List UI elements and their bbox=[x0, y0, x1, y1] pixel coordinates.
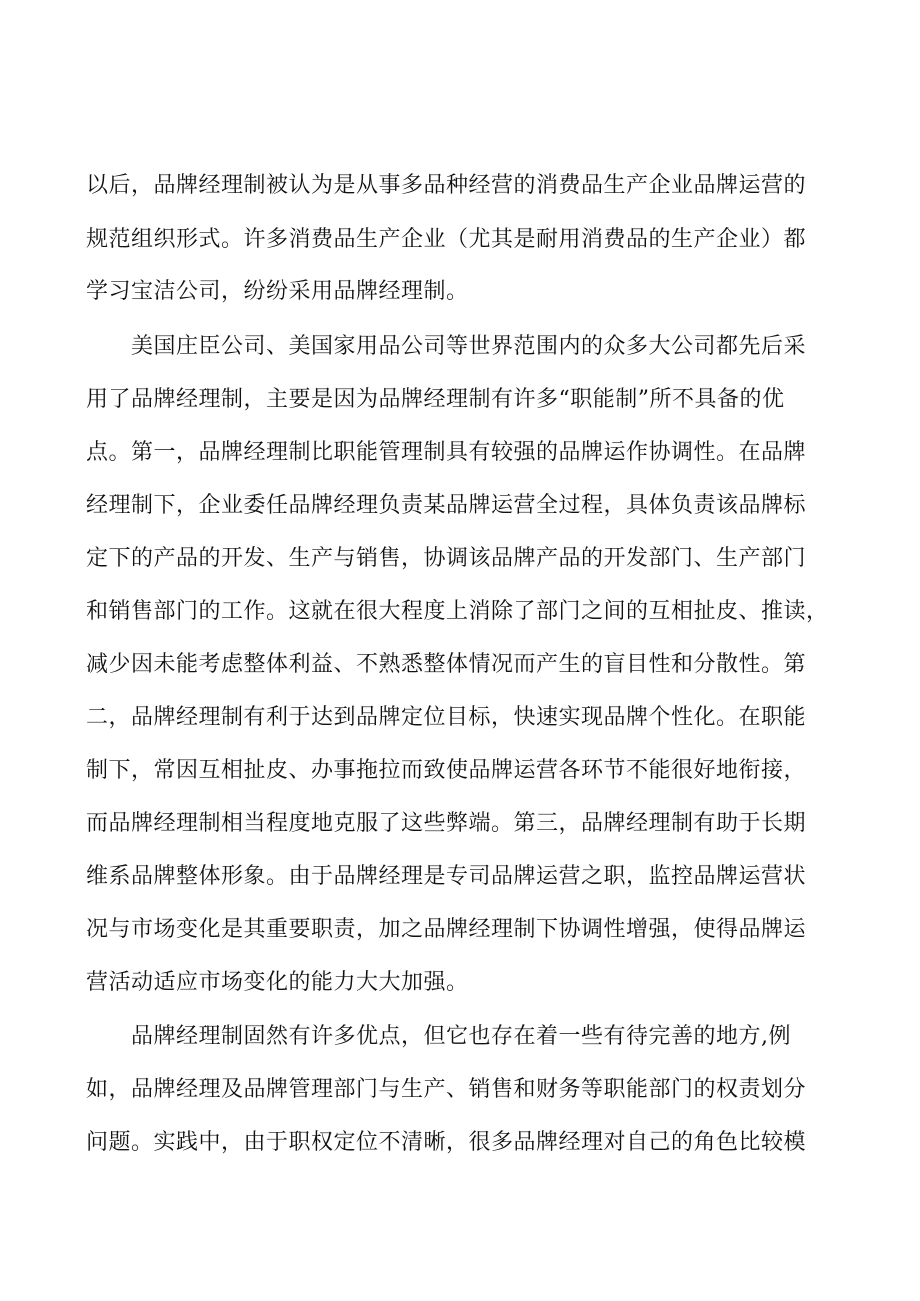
text-line: 规范组织形式。许多消费品生产企业（尤其是耐用消费品的生产企业）都 bbox=[86, 227, 807, 252]
text-line: 定下的产品的开发、生产与销售，协调该品牌产品的开发部门、生产部门 bbox=[86, 546, 807, 571]
text-line: 营活动适应市场变化的能力大大加强。 bbox=[86, 970, 469, 995]
text-line: 减少因未能考虑整体利益、不熟悉整体情况而产生的盲目性和分散性。第 bbox=[86, 652, 807, 677]
text-line: 以后，品牌经理制被认为是从事多品种经营的消费品生产企业品牌运营的 bbox=[86, 173, 807, 198]
text-line: 学习宝洁公司，纷纷采用品牌经理制。 bbox=[86, 279, 469, 304]
text-line: 经理制下，企业委任品牌经理负责某品牌运营全过程，具体负责该品牌标 bbox=[86, 493, 807, 518]
text-line: 问题。实践中，由于职权定位不清晰，很多品牌经理对自己的角色比较模 bbox=[86, 1130, 807, 1155]
paragraph-first-line: 品牌经理制固然有许多优点，但它也存在着一些有待完善的地方,例 bbox=[131, 1024, 791, 1049]
text-line: 维系品牌整体形象。由于品牌经理是专司品牌运营之职，监控品牌运营状 bbox=[86, 864, 807, 889]
text-line: 二，品牌经理制有利于达到品牌定位目标，快速实现品牌个性化。在职能 bbox=[86, 705, 807, 730]
text-line: 而品牌经理制相当程度地克服了这些弊端。第三，品牌经理制有助于长期 bbox=[86, 811, 807, 836]
text-line: 和销售部门的工作。这就在很大程度上消除了部门之间的互相扯皮、推读， bbox=[86, 599, 829, 624]
text-line: 制下，常因互相扯皮、办事拖拉而致使品牌运营各环节不能很好地衔接， bbox=[86, 758, 807, 783]
text-line: 用了品牌经理制，主要是因为品牌经理制有许多“职能制”所不具备的优 bbox=[86, 387, 785, 412]
text-line: 况与市场变化是其重要职责，加之品牌经理制下协调性增强，使得品牌运 bbox=[86, 917, 807, 942]
paragraph-first-line: 美国庄臣公司、美国家用品公司等世界范围内的众多大公司都先后采 bbox=[131, 334, 807, 359]
text-line: 如，品牌经理及品牌管理部门与生产、销售和财务等职能部门的权责划分 bbox=[86, 1077, 807, 1102]
text-line: 点。第一，品牌经理制比职能管理制具有较强的品牌运作协调性。在品牌 bbox=[86, 440, 807, 465]
